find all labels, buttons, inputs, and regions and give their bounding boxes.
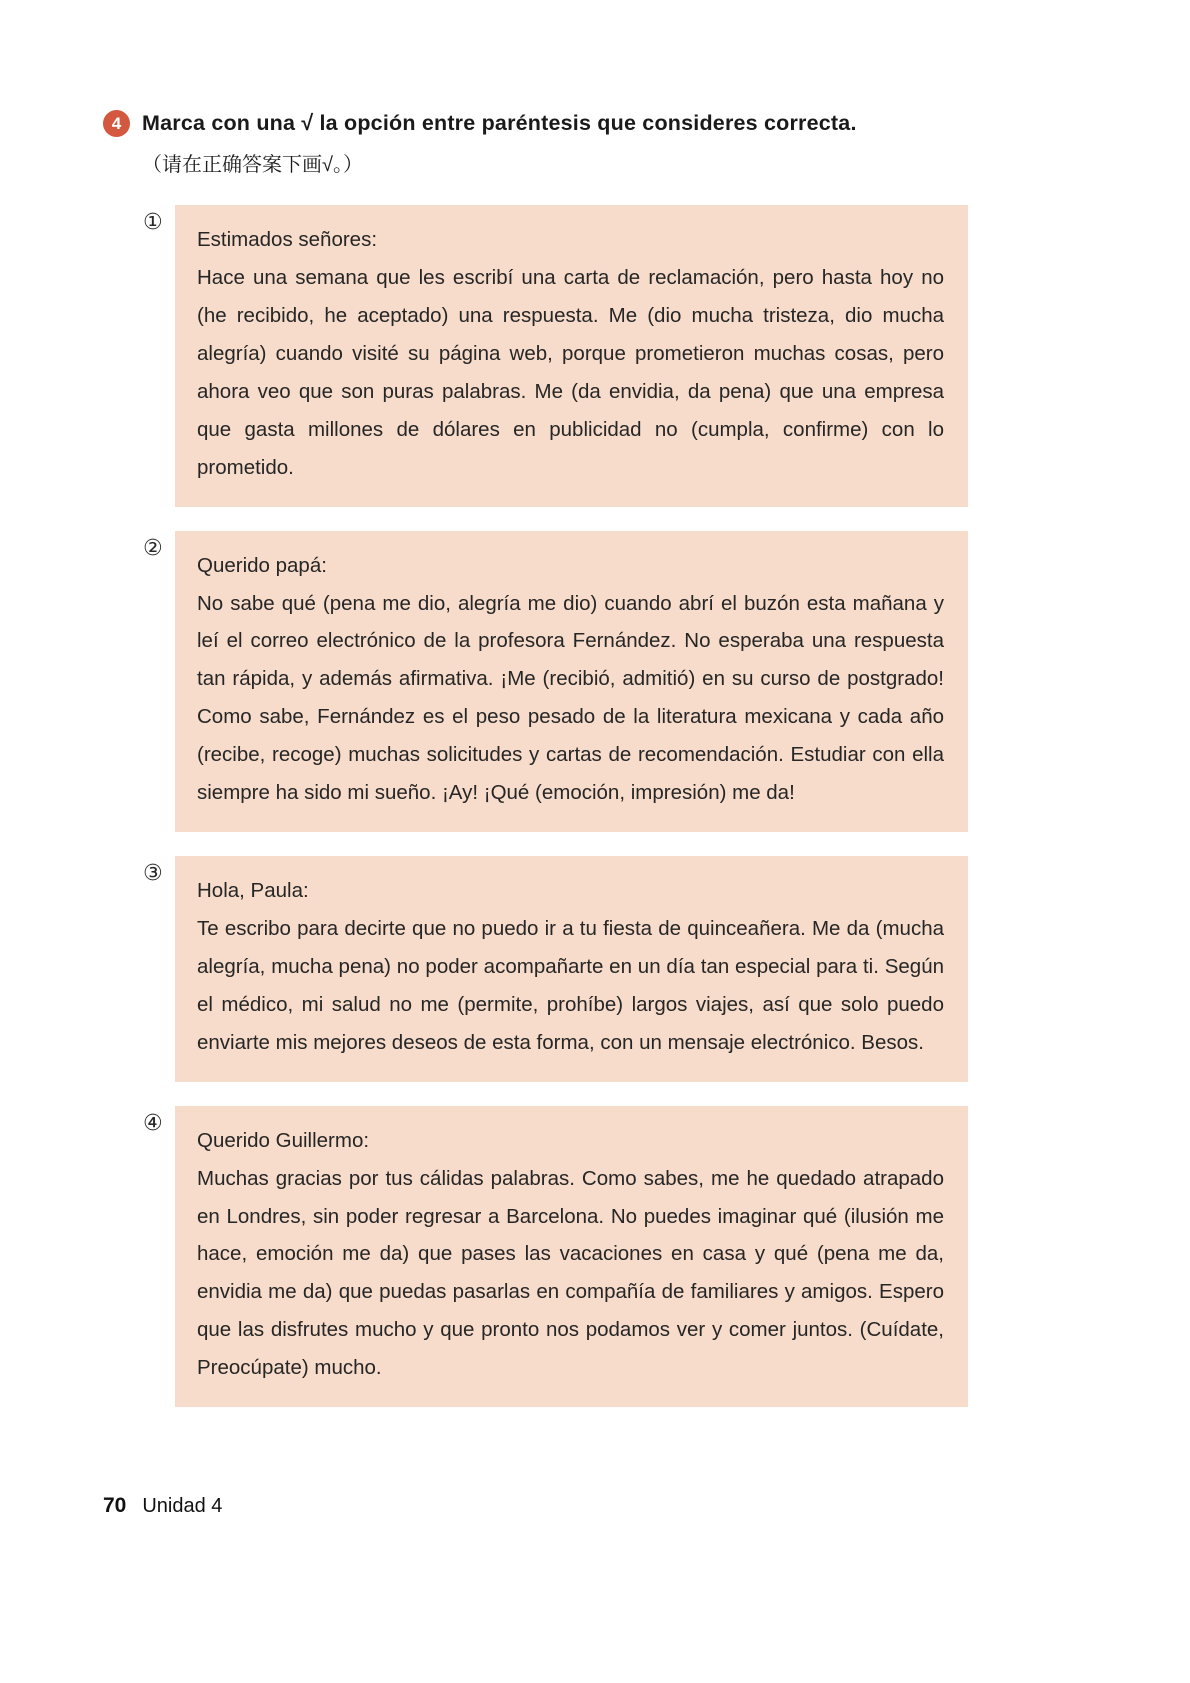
letter-card-1: [175, 205, 968, 506]
letter-card-2: [175, 531, 968, 832]
letter-salutation: Querido papá:: [197, 553, 327, 577]
item-number-1: ①: [143, 209, 163, 235]
exercise-number: 4: [111, 113, 122, 133]
exercise-item-2: [103, 531, 968, 832]
exercise-titles: [142, 108, 968, 179]
letter-card-3: [175, 856, 968, 1082]
letter-body: Muchas gracias por tus cálidas palabras. Como sabes, me he quedado atrapado en Londres, sin poder regresar a Barcelona. No puedes imaginar qué (ilusión me hace, emoción me da) que pases las vacaciones en casa y qué (pena me da, envidia me da) que puedas pasarlas en compañía de familiares y amigos. Espero que las disfrutes mucho y que pronto nos podamos ver y comer juntos. (Cuídate, Preocúpate) mucho.: [197, 1166, 944, 1380]
exercise-number-badge: [103, 110, 130, 137]
exercise-subtitle-chinese: （请在正确答案下画√。）: [142, 154, 363, 177]
exercise-title: Marca con una √ la opción entre paréntesis que consideres correcta.: [142, 111, 857, 135]
exercise-item-4: [103, 1106, 968, 1407]
exercise-header: [103, 108, 968, 179]
page-footer: [103, 1494, 222, 1518]
letter-body: Hace una semana que les escribí una carta de reclamación, pero hasta hoy no (he recibido, he aceptado) una respuesta. Me (dio mucha tristeza, dio mucha alegría) cuando visité su página web, porque prometieron muchas cosas, pero ahora veo que son puras palabras. Me (da envidia, da pena) que una empresa que gasta millones de dólares en publicidad no (cumpla, confirme) con lo prometido.: [197, 266, 944, 479]
letter-salutation: Estimados señores:: [197, 228, 378, 252]
page-number: 70: [103, 1494, 127, 1517]
letter-card-4: [175, 1106, 968, 1407]
item-number-2: ②: [143, 534, 163, 560]
letter-body: No sabe qué (pena me dio, alegría me dio) cuando abrí el buzón esta mañana y leí el correo electrónico de la profesora Fernández. No esperaba una respuesta tan rápida, y además afirmativa. ¡Me (recibió, admitió) en su curso de postgrado! Como sabe, Fernández es el peso pesado de la literatura mexicana y cada año (recibe, recoge) muchas solicitudes y cartas de recomendación. Estudiar con ella siempre ha sido mi sueño. ¡Ay! ¡Qué (emoción, impresión) me da!: [197, 591, 944, 805]
item-number-4: ④: [143, 1109, 163, 1135]
item-number-3: ③: [143, 860, 163, 886]
letter-salutation: Querido Guillermo:: [197, 1128, 370, 1152]
unit-label: Unidad 4: [142, 1495, 223, 1517]
letter-salutation: Hola, Paula:: [197, 879, 309, 903]
exercise-item-1: [103, 205, 968, 506]
exercise-item-3: [103, 856, 968, 1082]
letter-body: Te escribo para decirte que no puedo ir a tu fiesta de quinceañera. Me da (mucha alegría, mucha pena) no poder acompañarte en un día tan especial para ti. Según el médico, mi salud no me (permite, prohíbe) largos viajes, así que solo puedo enviarte mis mejores deseos de esta forma, con un mensaje electrónico. Besos.: [197, 917, 944, 1054]
